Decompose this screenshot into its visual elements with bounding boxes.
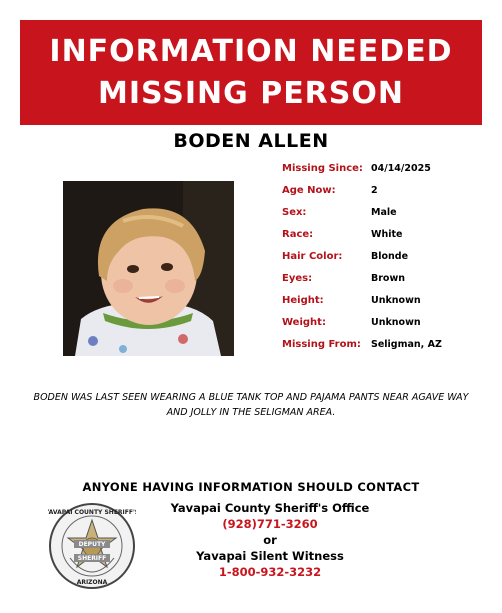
agency-phone[interactable]: (928)771-3260 (222, 517, 318, 531)
contact-info (150, 500, 390, 580)
detail-row (282, 339, 482, 361)
detail-label: Race: (282, 229, 314, 240)
detail-value: 04/14/2025 (371, 163, 431, 174)
detail-label: Height: (282, 295, 324, 306)
banner-line-1: INFORMATION NEEDED (49, 33, 453, 69)
detail-value: Seligman, AZ (371, 339, 442, 350)
detail-row (282, 295, 482, 317)
sheriff-badge-logo (48, 502, 136, 590)
or-separator: or (263, 533, 277, 547)
person-name: BODEN ALLEN (173, 130, 329, 152)
svg-text:DEPUTY: DEPUTY (78, 541, 106, 548)
detail-label: Missing Since: (282, 163, 363, 174)
detail-row (282, 317, 482, 339)
detail-value: Unknown (371, 295, 421, 306)
alt-agency-phone[interactable]: 1-800-932-3232 (218, 565, 322, 579)
detail-value: 2 (371, 185, 378, 196)
last-seen-description: BODEN WAS LAST SEEN WEARING A BLUE TANK TOP AND PAJAMA PANTS NEAR AGAVE WAY AND JOLLY IN THE SELIGMAN AREA. (33, 392, 469, 418)
detail-label: Sex: (282, 207, 307, 218)
detail-label: Weight: (282, 317, 326, 328)
detail-value: Blonde (371, 251, 409, 262)
detail-value: Brown (371, 273, 405, 284)
detail-row (282, 229, 482, 251)
detail-label: Eyes: (282, 273, 313, 284)
detail-value: Male (371, 207, 397, 218)
detail-row (282, 273, 482, 295)
details-list (282, 163, 482, 361)
detail-label: Age Now: (282, 185, 336, 196)
svg-text:SHERIFF: SHERIFF (77, 555, 107, 562)
detail-value: White (371, 229, 403, 240)
detail-value: Unknown (371, 317, 421, 328)
contact-heading: ANYONE HAVING INFORMATION SHOULD CONTACT (82, 480, 420, 494)
title-banner (20, 20, 482, 125)
detail-row (282, 163, 482, 185)
svg-text:YAVAPAI COUNTY SHERIFF'S: YAVAPAI COUNTY SHERIFF'S (48, 509, 136, 516)
banner-line-2: MISSING PERSON (97, 75, 405, 111)
alt-agency-name: Yavapai Silent Witness (196, 549, 344, 563)
detail-row (282, 251, 482, 273)
agency-name: Yavapai County Sheriff's Office (170, 501, 370, 515)
svg-text:ARIZONA: ARIZONA (76, 579, 108, 586)
detail-row (282, 185, 482, 207)
detail-row (282, 207, 482, 229)
detail-label: Missing From: (282, 339, 361, 350)
child-photo (63, 181, 234, 356)
detail-label: Hair Color: (282, 251, 343, 262)
